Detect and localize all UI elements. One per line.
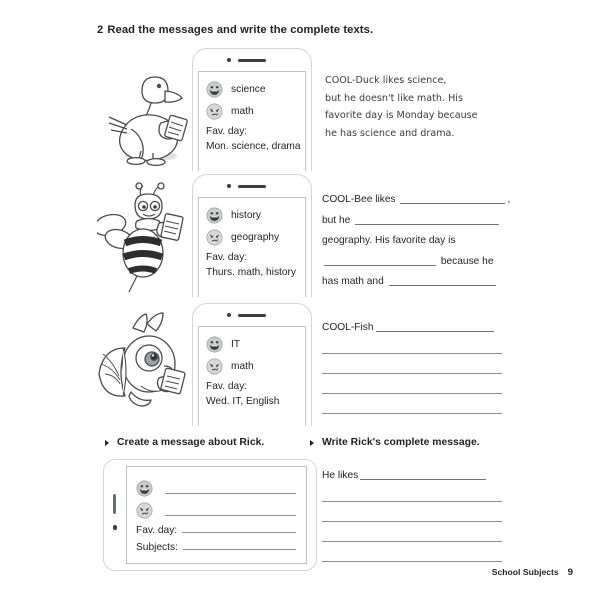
bottom-left-heading: Create a message about Rick. (117, 437, 265, 448)
liked-subject-label: IT (231, 338, 241, 350)
phone-top-bar (193, 175, 311, 197)
phone-rick (103, 459, 317, 571)
write-line[interactable] (322, 541, 502, 542)
write-blank[interactable] (165, 493, 296, 494)
bee-illustration (97, 181, 197, 293)
sad-face-emoji (206, 103, 223, 120)
answer-line: he has science and drama. (325, 127, 455, 139)
answer-fish (322, 318, 502, 414)
write-blank[interactable] (355, 224, 499, 225)
write-line[interactable] (322, 521, 502, 522)
fav-day-value: Mon. science, drama (206, 141, 301, 152)
fill-line (322, 466, 502, 487)
fill-text: but he (322, 214, 354, 226)
fav-day-label: Fav. day: (206, 126, 248, 137)
write-line[interactable] (322, 501, 502, 502)
camera-icon (227, 58, 231, 62)
answer-line: but he doesn't like math. His (325, 92, 463, 104)
phone-screen (198, 197, 306, 297)
phone-screen (126, 466, 307, 564)
write-blank[interactable] (183, 549, 296, 550)
phone-fish (192, 303, 312, 426)
happy-face-emoji (206, 207, 223, 224)
fill-line (322, 190, 510, 211)
disliked-subject-row (206, 227, 305, 247)
write-blank[interactable] (376, 331, 494, 332)
write-line[interactable] (322, 413, 502, 414)
sad-face-emoji (136, 502, 153, 519)
answer-line: COOL-Duck likes science, (325, 75, 447, 86)
fill-line (322, 252, 510, 273)
sad-face-emoji (206, 358, 223, 375)
duck-illustration (101, 55, 201, 167)
answer-duck (325, 72, 478, 142)
disliked-subject-label: geography (231, 231, 280, 243)
happy-face-emoji (206, 336, 223, 353)
disliked-subject-row (206, 356, 305, 376)
fill-line (322, 272, 510, 293)
phone-screen (198, 71, 306, 171)
footer-unit: School Subjects (491, 567, 559, 577)
phone-top-bar (193, 49, 311, 71)
answer-prompt: He likes (322, 470, 359, 481)
fish-illustration (97, 308, 197, 420)
camera-icon (227, 184, 231, 188)
write-line[interactable] (322, 373, 502, 374)
liked-subject-label: history (231, 209, 262, 221)
task-number: 2 (97, 24, 104, 36)
volume-button-icon[interactable] (113, 494, 116, 514)
disliked-subject-row (136, 497, 296, 519)
write-blank[interactable] (360, 479, 486, 480)
write-blank[interactable] (165, 515, 296, 516)
fill-text: COOL-Bee likes (322, 194, 399, 205)
answer-bee (322, 190, 510, 293)
page-footer (492, 567, 573, 578)
liked-subject-row (206, 205, 305, 225)
fav-day-label: Fav. day: (206, 381, 248, 392)
disliked-subject-row (206, 101, 305, 121)
fill-line (322, 318, 502, 339)
liked-subject-row (136, 475, 296, 497)
fav-day-value: Thurs. math, history (206, 267, 297, 278)
bullet-arrow-icon (105, 440, 109, 446)
fill-text: because he (438, 255, 494, 267)
fill-line (322, 211, 510, 232)
speaker-icon (238, 185, 266, 189)
fill-text: has math and (322, 276, 387, 287)
subjects-label: Subjects: (136, 542, 178, 553)
phone-bee (192, 174, 312, 297)
speaker-icon (238, 314, 266, 318)
fav-day-label: Fav. day: (136, 525, 178, 536)
bottom-right-heading: Write Rick's complete message. (322, 437, 480, 448)
answer-prompt: COOL-Fish (322, 322, 374, 333)
liked-subject-row (206, 79, 305, 99)
phone-duck (192, 48, 312, 171)
write-blank[interactable] (400, 203, 505, 204)
phone-top-bar (193, 304, 311, 326)
write-line[interactable] (322, 561, 502, 562)
fav-day-field (136, 525, 296, 536)
subjects-field (136, 542, 296, 553)
fav-day-label: Fav. day: (206, 252, 248, 263)
speaker-icon (238, 59, 266, 63)
write-line[interactable] (322, 353, 502, 354)
disliked-subject-label: math (231, 360, 254, 372)
phone-screen (198, 326, 306, 426)
write-line[interactable] (322, 393, 502, 394)
write-blank[interactable] (182, 532, 296, 533)
page-number: 9 (567, 567, 573, 578)
camera-icon (227, 313, 231, 317)
bullet-arrow-icon (310, 440, 314, 446)
liked-subject-row (206, 334, 305, 354)
task-heading (97, 24, 373, 36)
fill-line: geography. His favorite day is (322, 235, 456, 246)
answer-line: favorite day is Monday because (325, 110, 478, 122)
fav-day-value: Wed. IT, English (206, 396, 280, 407)
answer-rick (322, 466, 502, 562)
sad-face-emoji (206, 229, 223, 246)
task-instruction: Read the messages and write the complete texts. (107, 24, 374, 36)
happy-face-emoji (136, 480, 153, 497)
write-blank[interactable] (389, 285, 496, 286)
happy-face-emoji (206, 81, 223, 98)
disliked-subject-label: math (231, 105, 254, 117)
home-button-icon[interactable] (113, 525, 118, 530)
liked-subject-label: science (231, 83, 266, 95)
fill-text: , (507, 194, 511, 205)
write-blank[interactable] (324, 265, 436, 266)
